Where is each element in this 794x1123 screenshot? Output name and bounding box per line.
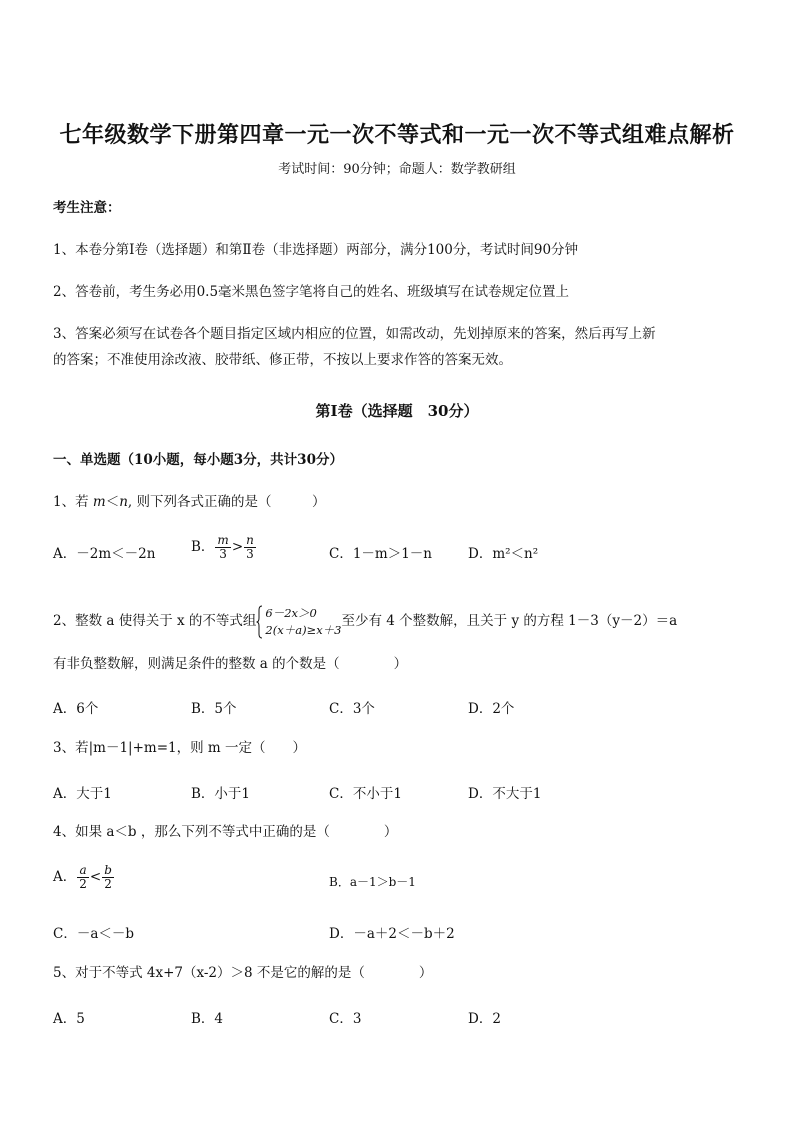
q4-frac2-den: 2 [104,877,112,891]
question-3-stem: 3、若|m－1|+m=1，则 m 一定（ ） [53,740,306,756]
q1-gt: > [231,539,244,555]
q4-option-a[interactable] [53,864,115,891]
q5-option-b[interactable]: B．4 [191,1011,224,1027]
q1-option-d[interactable]: D．m²＜n² [468,546,539,562]
q4-option-a-label: A． [53,869,77,885]
q1-frac1-den: 3 [219,547,227,561]
q2-option-b[interactable]: B．5个 [191,701,237,717]
part-heading: 一、单选题（10小题，每小题3分，共计30分） [53,452,343,468]
q2-option-a[interactable]: A．6个 [53,701,99,717]
q1-var-n: n [119,494,128,510]
question-4-stem: 4、如果 a＜b ，那么下列不等式中正确的是（ ） [53,824,398,840]
q1-option-b[interactable] [191,534,257,561]
q3-option-c[interactable]: C．不小于1 [329,786,402,802]
q1-frac1-num: m [217,533,229,547]
q4-fraction-2 [102,864,114,891]
brace-icon [256,605,263,639]
q1-lt: ＜ [105,494,120,510]
notice-item-1: 1、本卷分第Ⅰ卷（选择题）和第Ⅱ卷（非选择题）两部分，满分100分，考试时间90分钟 [53,242,579,258]
q4-fraction-1 [77,864,89,891]
q1-fraction-1 [215,534,230,561]
q1-frac2-den: 3 [246,547,254,561]
q4-frac2-num: b [104,863,112,877]
q4-option-d[interactable]: D．－a＋2＜－b＋2 [329,926,455,942]
q2-stem-tail: 至少有 4 个整数解，且关于 y 的方程 1－3（y－2）＝a [341,613,678,629]
q5-option-c[interactable]: C．3 [329,1011,362,1027]
notice-heading: 考生注意： [53,200,121,216]
notice-item-2: 2、答卷前，考生务必用0.5毫米黑色签字笔将自己的姓名、班级填写在试卷规定位置上 [53,284,570,300]
q3-option-a[interactable]: A．大于1 [53,786,112,802]
notice-item-3: 3、答案必须写在试卷各个题目指定区域内相应的位置，如需改动，先划掉原来的答案，然后再写上新 [53,326,656,342]
q4-frac1-num: a [77,864,89,878]
q2-option-c[interactable]: C．3个 [329,701,375,717]
q1-option-b-label: B． [191,539,215,555]
q1-option-c[interactable]: C．1－m＞1－n [329,546,433,562]
q4-option-b[interactable]: B．a－1＞b－1 [329,875,416,889]
notice-item-3-cont: 的答案；不准使用涂改液、胶带纸、修正带，不按以上要求作答的答案无效。 [53,352,512,368]
page-title: 七年级数学下册第四章一元一次不等式和一元一次不等式组难点解析 [59,122,735,148]
q3-option-d[interactable]: D．不大于1 [468,786,542,802]
q1-var-m: m [92,494,106,510]
q5-option-d[interactable]: D．2 [468,1011,501,1027]
q2-option-d[interactable]: D．2个 [468,701,515,717]
inequality-system [256,605,341,639]
system-line-1: 6－2x＞0 [265,605,317,620]
exam-info: 考试时间：90分钟；命题人：数学教研组 [278,162,516,177]
question-5-stem: 5、对于不等式 4x+7（x-2）＞8 不是它的解的是（ ） [53,965,433,981]
q3-option-b[interactable]: B．小于1 [191,786,251,802]
q4-option-c[interactable]: C．－a＜－b [53,926,135,942]
q5-option-a[interactable]: A．5 [53,1011,85,1027]
q1-fraction-2 [244,534,256,561]
q1-stem-tail: , 则下列各式正确的是（ ） [127,494,326,510]
question-2-stem-cont: 有非负整数解，则满足条件的整数 a 的个数是（ ） [53,656,408,672]
section-title: 第Ⅰ卷（选择题 30分） [315,402,479,420]
q1-stem-text: 1、若 [53,494,93,510]
q4-lt: < [89,869,102,885]
q1-option-a[interactable]: A．－2m＜－2n [53,546,156,562]
q1-frac2-num: n [246,533,254,547]
question-2-stem [53,604,677,639]
q4-frac1-den: 2 [79,877,87,891]
question-1-stem [53,492,326,512]
q2-stem-text: 2、整数 a 使得关于 x 的不等式组 [53,613,257,629]
system-line-2: 2(x＋a)≥x＋3 [265,622,342,637]
